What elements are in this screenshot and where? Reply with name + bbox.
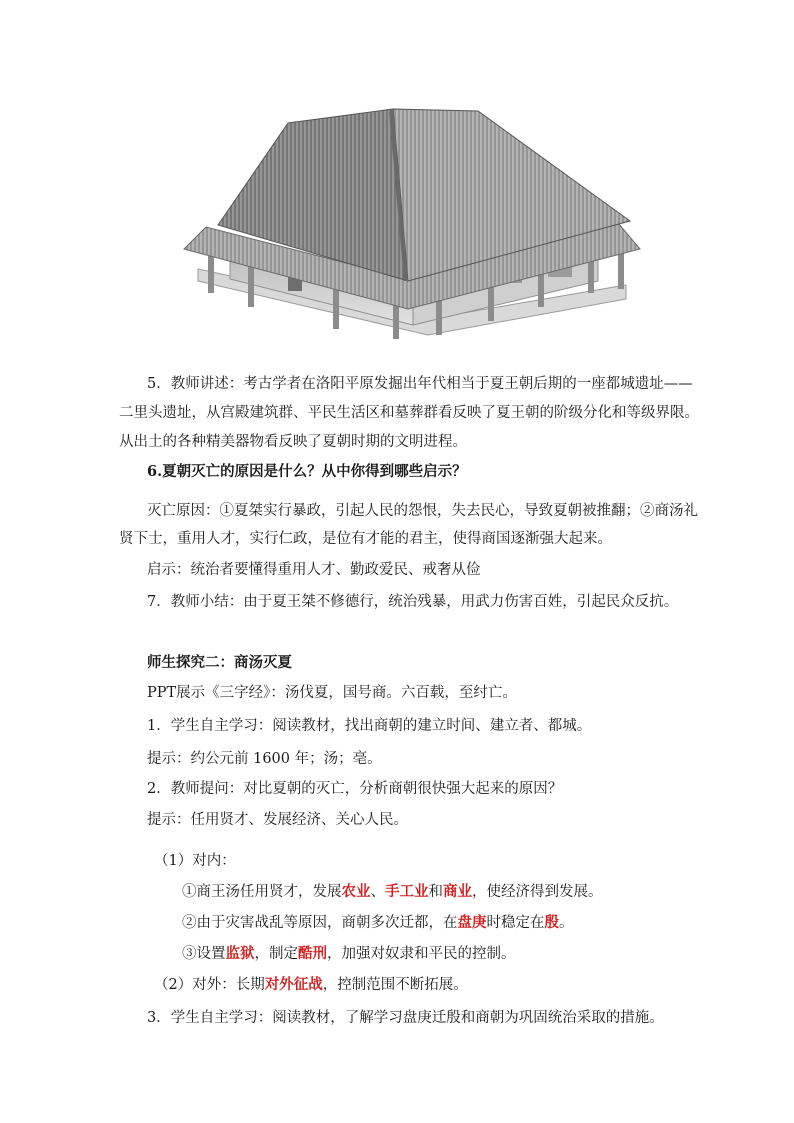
reasons-line2: 贤下士，重用人才，实行仁政，是位有才能的君主，使得商国逐渐强大起来。	[119, 531, 612, 547]
item1-text: 1．学生自主学习：阅读教材，找出商朝的建立时间、建立者、都城。	[147, 718, 592, 734]
internal-heading: （1）对内：	[154, 853, 236, 869]
question-6: 6.夏朝灭亡的原因是什么？从中你得到哪些启示？	[147, 463, 467, 480]
external-text-1: （2）对外：长期	[154, 977, 265, 993]
point-a-text-2: 、	[370, 884, 385, 900]
item3-text: 3．学生自主学习：阅读教材，了解学习盘庚迁殷和商朝为巩固统治采取的措施。	[147, 1010, 664, 1026]
keyword-yin: 殷	[544, 914, 559, 931]
point-c-text-3: ，加强对奴隶和平民的控制。	[327, 946, 516, 962]
external-text-2: ，控制范围不断拓展。	[322, 977, 468, 993]
keyword-commerce: 商业	[443, 883, 472, 900]
keyword-handicraft: 手工业	[385, 883, 429, 900]
para7-text: 7．教师小结：由于夏王桀不修德行，统治残暴，用武力伤害百姓，引起民众反抗。	[147, 594, 679, 610]
point-c-text-1: ③设置	[182, 946, 226, 962]
item2-text: 2．教师提问：对比夏朝的灭亡，分析商朝很快强大起来的原因？	[147, 781, 563, 797]
keyword-agriculture: 农业	[341, 883, 371, 900]
point-b-text-1: ②由于灾害战乱等原因，商朝多次迁都，在	[182, 915, 458, 931]
hint2-text: 提示：任用贤才、发展经济、关心人民。	[147, 812, 408, 828]
section2-title: 师生探究二：商汤灭夏	[147, 654, 292, 671]
point-b-text-3: 。	[559, 915, 574, 931]
hint1-text: 提示：约公元前 1600 年；汤；亳。	[147, 751, 382, 767]
keyword-prison: 监狱	[225, 945, 255, 962]
para5-line2: 二里头遗址，从宫殿建筑群、平民生活区和墓葬群看反映了夏王朝的阶级分化和等级界限。	[119, 405, 699, 421]
thatched-house-icon	[178, 103, 646, 355]
point-b-text-2: 时稳定在	[486, 915, 545, 931]
internal-point-c	[182, 944, 516, 964]
keyword-harsh-punishment: 酷刑	[298, 945, 327, 962]
para5-line3: 从出土的各种精美器物看反映了夏朝时期的文明进程。	[119, 434, 467, 450]
internal-point-a	[182, 882, 603, 902]
point-c-text-2: ，制定	[254, 946, 298, 962]
external-point	[154, 975, 468, 995]
point-a-text-3: 和	[428, 884, 443, 900]
point-a-text-1: ①商王汤任用贤才，发展	[182, 884, 342, 900]
ppt-text: PPT展示《三字经》：汤伐夏，国号商。六百载，至纣亡。	[147, 685, 517, 701]
thatched-palace-illustration	[178, 103, 646, 355]
keyword-pangeng: 盘庚	[457, 914, 487, 931]
lesson-text: 启示：统治者要懂得重用人才、勤政爱民、戒奢从俭	[147, 562, 481, 578]
reasons-line1: 灭亡原因：①夏桀实行暴政，引起人民的怨恨，失去民心，导致夏朝被推翻；②商汤礼	[147, 503, 698, 519]
internal-point-b	[182, 913, 574, 933]
point-a-text-4: ，使经济得到发展。	[472, 884, 603, 900]
para5-line1: 5．教师讲述：考古学者在洛阳平原发掘出年代相当于夏王朝后期的一座都城遗址——	[147, 376, 693, 392]
keyword-foreign-wars: 对外征战	[264, 976, 323, 993]
